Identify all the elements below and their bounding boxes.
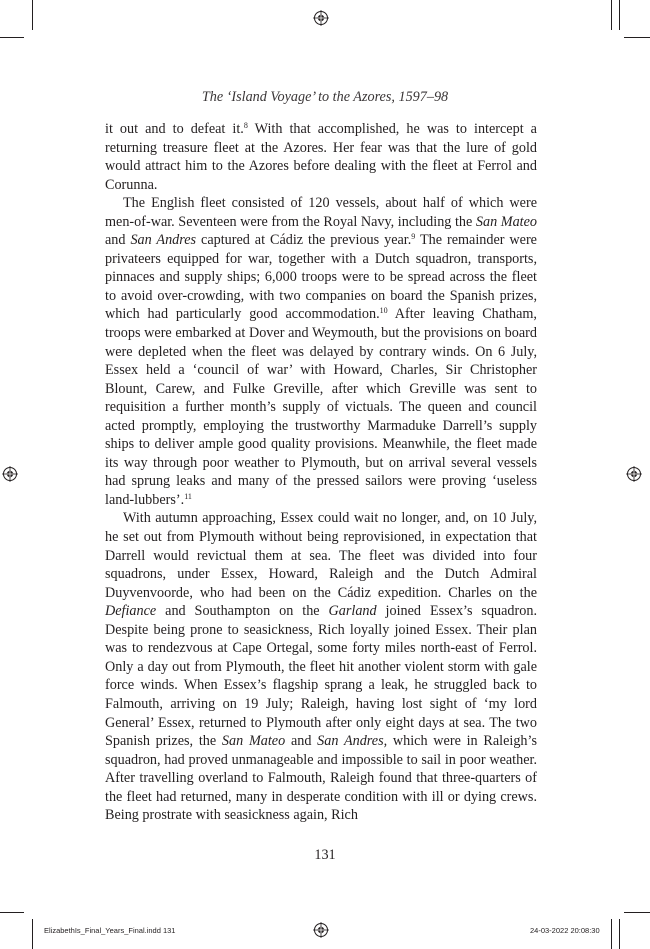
text-run: The remainder were privateers equipped for war, together with a Dutch squadron, transports, pinnaces and supply ships; 6,000 troops were to be spread across the fleet to avoid over-crowding, with two companies on board the Spanish prizes, which had particularly good accommodation. (105, 232, 537, 323)
crop-mark-bottom-left-vertical (32, 919, 33, 949)
page-number: 131 (314, 847, 336, 863)
paragraph (105, 194, 537, 509)
text-run: and Southampton on the (156, 603, 329, 620)
registration-mark-icon (313, 10, 329, 26)
crop-mark-bottom-right-vertical (611, 919, 612, 949)
crop-mark-bottom-left-horizontal (0, 912, 24, 913)
text-run: it out and to defeat it. (105, 121, 244, 137)
slug-date-info: 24-03-2022 20:08:30 (530, 926, 600, 935)
text-run: With that accomplished, he was to intercept a returning treasure fleet at the Azores. Her fear was that the lure of gold would attract him to the Azores before dealing with the fleet at Ferrol and Corunna. (105, 121, 537, 193)
crop-mark-top-right-vertical-2 (619, 0, 620, 30)
crop-mark-top-left-horizontal (0, 37, 24, 38)
footnote-reference: 10 (379, 306, 388, 316)
italic-text: San Andres (130, 232, 197, 249)
footnote-reference: 9 (411, 232, 416, 242)
text-run: and (285, 733, 318, 750)
crop-mark-top-left-vertical (32, 0, 33, 30)
registration-mark-icon (626, 466, 642, 482)
italic-text: Garland (328, 603, 377, 620)
text-run: captured at Cádiz the previous year. (196, 232, 412, 249)
italic-text: San Mateo (475, 213, 537, 230)
crop-mark-top-right-vertical (611, 0, 612, 30)
body-text (105, 120, 537, 825)
crop-mark-bottom-right-vertical-2 (619, 919, 620, 949)
italic-text: San Andres, (317, 733, 388, 750)
registration-mark-icon (313, 922, 329, 938)
text-run: With autumn approaching, Essex could wait no longer, and, on 10 July, he set out from Plymouth without being reprovisioned, in expectation that Darrell would revictual them at sea. The fleet was divided into four squadrons, under Essex, Howard, Raleigh and the Dutch Admiral Duyvenvoorde, who had been on the Cádiz expedition. Charles on the (105, 510, 537, 601)
registration-mark-icon (2, 466, 18, 482)
text-run: After leaving Chatham, troops were embarked at Dover and Weymouth, but the provisions on board were depleted when the fleet was delayed by contrary winds. On 6 July, Essex held a ‘council of war’ with Howard, Charles, Sir Christopher Blount, Carew, and Fulke Greville, after which Greville was sent to requisition a further month’s supply of victuals. The queen and council acted promptly, employing the trustworthy Marmaduke Darrell’s supply ships to deliver ample good quality provisions. Meanwhile, the fleet made its way through poor weather to Plymouth, but on arrival several vessels had sprung leaks and many of the pressed sailors were proving ‘useless land-lubbers’. (105, 306, 537, 508)
paragraph (105, 120, 537, 194)
crop-mark-top-right-horizontal (624, 37, 650, 38)
italic-text: San Mateo (221, 733, 286, 750)
text-run: which were in Raleigh’s squadron, had proved unmanageable and impossible to sail in poor weather. After travelling overland to Falmouth, Raleigh found that three-quarters of the fleet had returned, many in desperate condition with ill or dying crews. Being prostrate with seasickness again, Rich (105, 733, 537, 824)
crop-mark-bottom-right-horizontal (624, 912, 650, 913)
italic-text: Defiance (105, 603, 157, 620)
text-run: and (105, 232, 131, 249)
footnote-reference: 11 (184, 491, 192, 501)
running-header: The ‘Island Voyage’ to the Azores, 1597–98 (201, 89, 449, 105)
text-run: joined Essex’s squadron. Despite being prone to seasickness, Rich loyally joined Essex. Their plan was to rendezvous at Cape Ortegal, some forty miles north-east of Ferrol. Only a day out from Plymouth, the fleet hit another violent storm with gale force winds. When Essex’s flagship sprang a leak, he struggled back to Falmouth, arriving on 19 July; Raleigh, having lost sight of ‘my lord General’ Essex, returned to Plymouth after only eight days at sea. The two Spanish prizes, the (105, 603, 537, 750)
slug-file-info: ElizabethIs_Final_Years_Final.indd 131 (44, 926, 176, 935)
paragraph (105, 509, 537, 824)
text-run: The English fleet consisted of 120 vessels, about half of which were men-of-war. Seventeen were from the Royal Navy, including the (105, 195, 537, 230)
footnote-reference: 8 (243, 121, 248, 130)
